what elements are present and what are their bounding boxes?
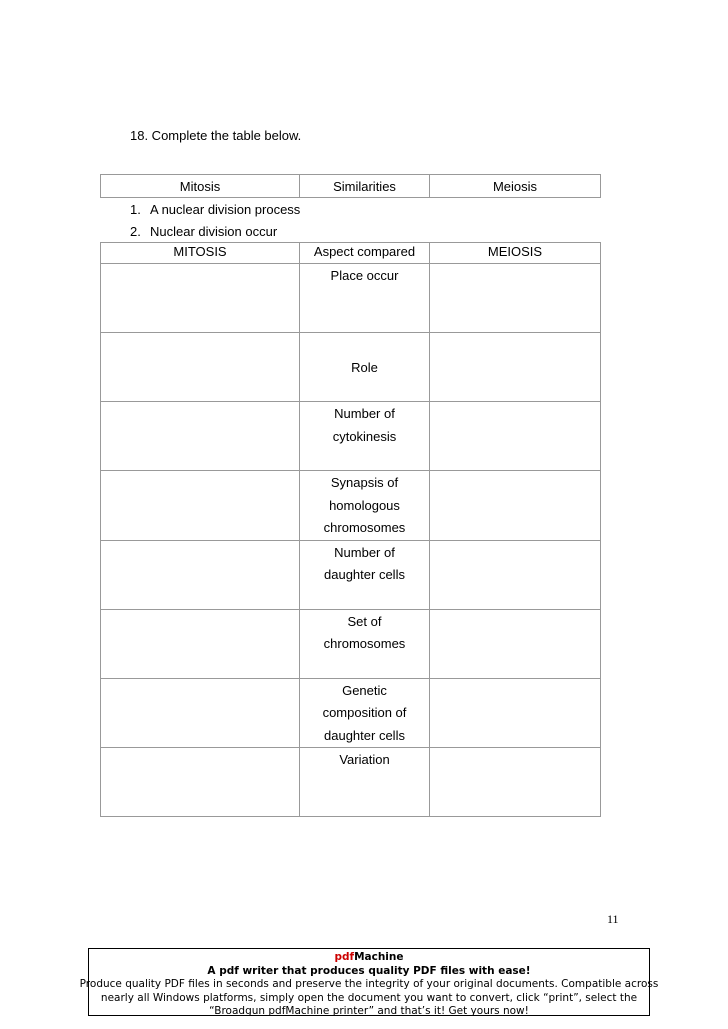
- meiosis-answer-cell[interactable]: [430, 609, 601, 678]
- header-aspect-compared: Aspect compared: [300, 243, 430, 264]
- pdfmachine-footer: [79, 948, 659, 1017]
- comparison-header-table: [100, 174, 601, 198]
- meiosis-answer-cell[interactable]: [430, 333, 601, 402]
- mitosis-answer-cell[interactable]: [101, 678, 300, 748]
- aspect-cell: Set of chromosomes: [300, 609, 430, 678]
- mitosis-answer-cell[interactable]: [101, 748, 300, 817]
- table-header-row: [101, 175, 601, 198]
- question-text: 18. Complete the table below.: [130, 128, 302, 143]
- aspect-cell: Number of daughter cells: [300, 540, 430, 609]
- footer-tagline: A pdf writer that produces quality PDF files with ease!: [207, 964, 531, 977]
- header-similarities: Similarities: [300, 175, 430, 198]
- table-header-row: [101, 243, 601, 264]
- header-meiosis-caps: MEIOSIS: [430, 243, 601, 264]
- aspect-cell: Number of cytokinesis: [300, 402, 430, 471]
- mitosis-answer-cell[interactable]: [101, 471, 300, 541]
- footer-description: Produce quality PDF files in seconds and preserve the integrity of your original documents. Compatible across: [79, 978, 659, 990]
- meiosis-answer-cell[interactable]: [430, 264, 601, 333]
- table-row: [101, 678, 601, 748]
- mitosis-answer-cell[interactable]: [101, 540, 300, 609]
- header-mitosis-caps: MITOSIS: [101, 243, 300, 264]
- differences-table: [100, 242, 601, 817]
- mitosis-answer-cell[interactable]: [101, 609, 300, 678]
- aspect-cell: Genetic composition of daughter cells: [300, 678, 430, 748]
- header-mitosis: Mitosis: [101, 175, 300, 198]
- table-row: [101, 609, 601, 678]
- header-meiosis: Meiosis: [430, 175, 601, 198]
- mitosis-answer-cell[interactable]: [101, 402, 300, 471]
- list-item: 1. A nuclear division process: [130, 202, 301, 217]
- mitosis-answer-cell[interactable]: [101, 264, 300, 333]
- meiosis-answer-cell[interactable]: [430, 402, 601, 471]
- footer-description: nearly all Windows platforms, simply open the document you want to convert, click “print”, select the: [100, 991, 638, 1004]
- meiosis-answer-cell[interactable]: [430, 678, 601, 748]
- aspect-cell: Synapsis of homologous chromosomes: [300, 471, 430, 541]
- table-row: [101, 402, 601, 471]
- meiosis-answer-cell[interactable]: [430, 540, 601, 609]
- aspect-cell: Variation: [300, 748, 430, 817]
- table-row: [101, 471, 601, 541]
- footer-description: “Broadgun pdfMachine printer” and that’s it! Get yours now!: [209, 1005, 529, 1017]
- brand-logo: pdfMachine: [334, 951, 404, 963]
- table-row: [101, 333, 601, 402]
- table-row: [101, 264, 601, 333]
- table-row: [101, 748, 601, 817]
- list-item: 2. Nuclear division occur: [130, 224, 278, 239]
- page-number: 11: [607, 912, 619, 926]
- similarities-list: [130, 199, 300, 243]
- table-row: [101, 540, 601, 609]
- mitosis-answer-cell[interactable]: [101, 333, 300, 402]
- aspect-cell: Role: [300, 333, 430, 402]
- meiosis-answer-cell[interactable]: [430, 748, 601, 817]
- aspect-cell: Place occur: [300, 264, 430, 333]
- meiosis-answer-cell[interactable]: [430, 471, 601, 541]
